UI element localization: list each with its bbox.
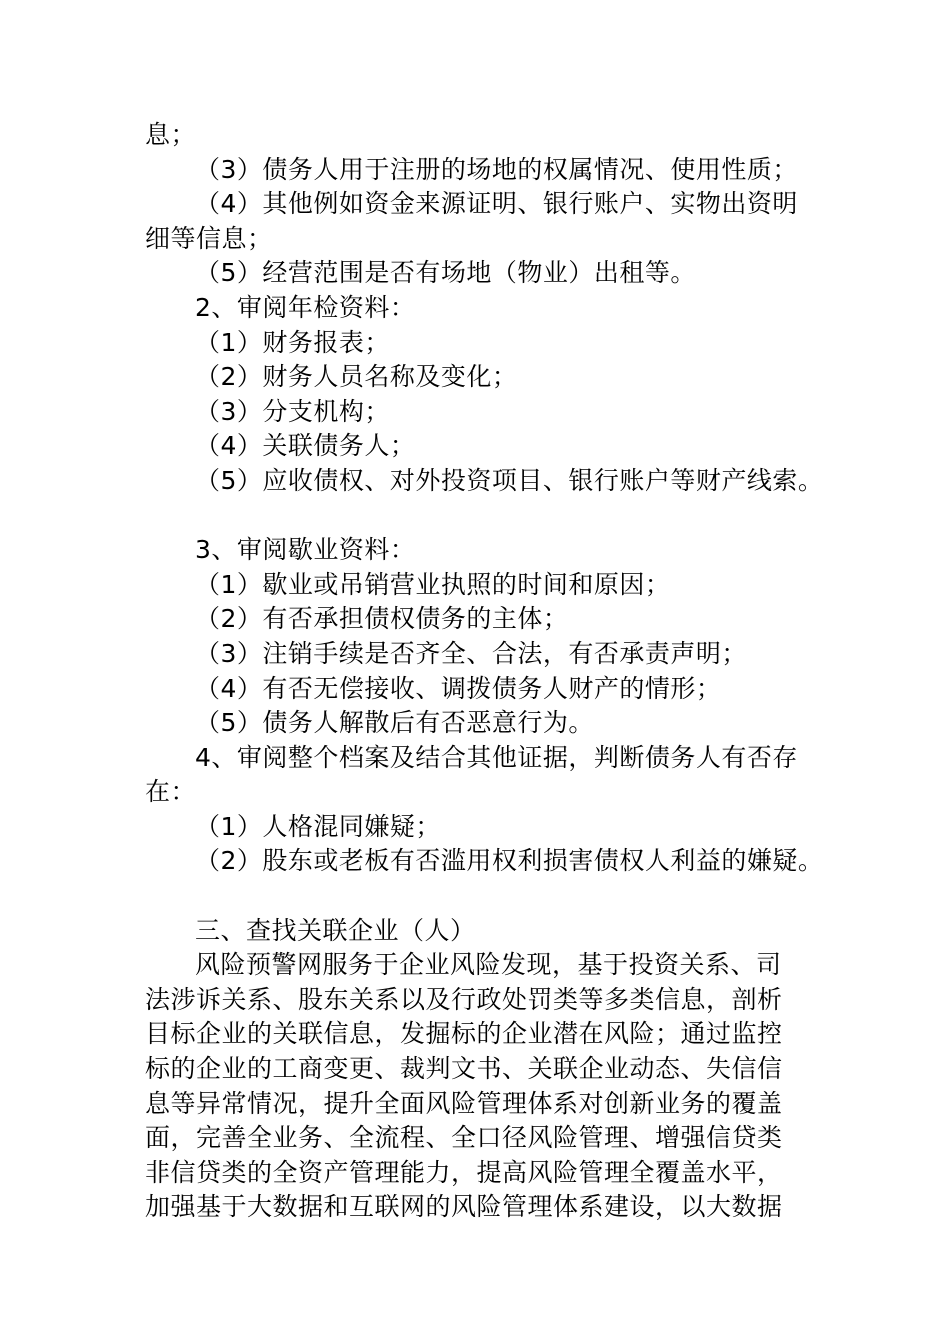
section-heading: 3、审阅歇业资料： <box>195 535 416 565</box>
paragraph-line: 息等异常情况，提升全面风险管理体系对创新业务的覆盖 <box>145 1088 783 1118</box>
text-line: 在： <box>145 777 197 807</box>
paragraph-line: 法涉诉关系、股东关系以及行政处罚类等多类信息，剖析 <box>145 984 783 1014</box>
blank-line <box>145 499 825 534</box>
text-line: （5）债务人解散后有否恶意行为。 <box>195 708 594 738</box>
text-line: （3）分支机构； <box>195 396 390 426</box>
text-line: （2）股东或老板有否滥用权利损害债权人利益的嫌疑。 <box>195 846 824 876</box>
paragraph-line: 目标企业的关联信息，发掘标的企业潜在风险；通过监控 <box>145 1019 783 1049</box>
blank-line <box>145 879 825 914</box>
text-line: （1）财务报表； <box>195 327 390 357</box>
text-line: （4）有否无偿接收、调拨债务人财产的情形； <box>195 673 722 703</box>
text-line: （2）有否承担债权债务的主体； <box>195 604 569 634</box>
text-line: （1）人格混同嫌疑； <box>195 811 441 841</box>
paragraph-line: 风险预警网服务于企业风险发现，基于投资关系、司 <box>195 950 782 980</box>
text-line: （3）注销手续是否齐全、合法，有否承责声明； <box>195 638 747 668</box>
text-line: （5）应收债权、对外投资项目、银行账户等财产线索。 <box>195 465 824 495</box>
text-line: （2）财务人员名称及变化； <box>195 362 518 392</box>
chapter-heading: 三、查找关联企业（人） <box>195 915 476 945</box>
document-body <box>145 118 825 1225</box>
text-line: 息； <box>145 120 197 149</box>
section-heading: 2、审阅年检资料： <box>195 292 416 322</box>
text-line: （4）关联债务人； <box>195 431 416 461</box>
text-line: （1）歇业或吊销营业执照的时间和原因； <box>195 569 671 599</box>
text-line: （4）其他例如资金来源证明、银行账户、实物出资明 <box>195 189 798 219</box>
paragraph-line: 加强基于大数据和互联网的风险管理体系建设，以大数据 <box>145 1192 783 1222</box>
text-line: （3）债务人用于注册的场地的权属情况、使用性质； <box>195 154 798 184</box>
text-line: 细等信息； <box>145 223 273 253</box>
section-heading: 4、审阅整个档案及结合其他证据，判断债务人有否存 <box>195 742 798 772</box>
paragraph-line: 面，完善全业务、全流程、全口径风险管理、增强信贷类 <box>145 1123 783 1153</box>
paragraph-line: 非信贷类的全资产管理能力，提高风险管理全覆盖水平， <box>145 1157 783 1187</box>
text-line: （5）经营范围是否有场地（物业）出租等。 <box>195 258 696 288</box>
paragraph-line: 标的企业的工商变更、裁判文书、关联企业动态、失信信 <box>145 1054 783 1084</box>
